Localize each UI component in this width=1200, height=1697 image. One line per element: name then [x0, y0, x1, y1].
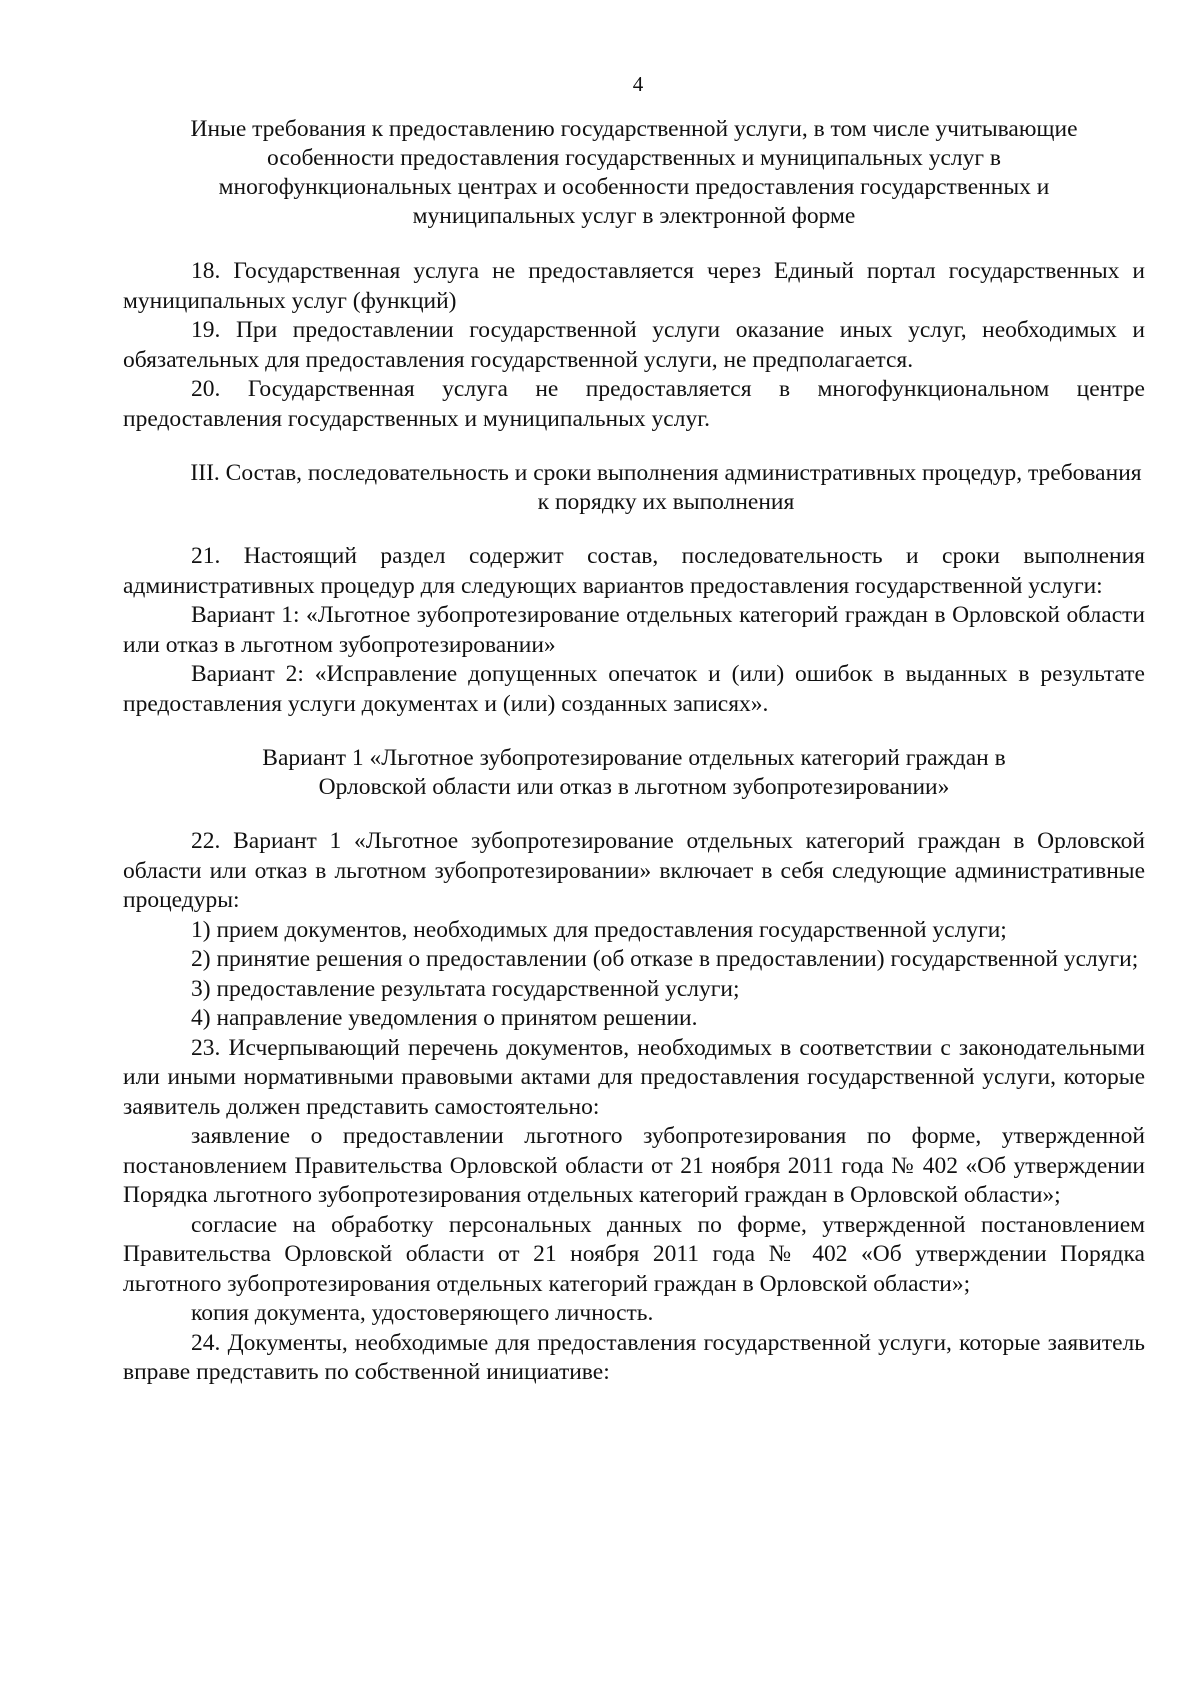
heading-variant-1: Вариант 1 «Льготное зубопротезирование отдельных категорий граждан в Орловской области или отказ в льготном зубопротезировании» — [262, 745, 1006, 800]
required-document-item: копия документа, удостоверяющего личность. — [191, 1300, 654, 1326]
paragraph-19: 19. При предоставлении государственной услуги оказание иных услуг, необходимых и обязательных для предоставления государственной услуги, не предполагается. — [123, 317, 1145, 373]
procedure-item: 2) принятие решения о предоставлении (об отказе в предоставлении) государственной услуги; — [191, 946, 1139, 972]
required-document-item: согласие на обработку персональных данных по форме, утвержденной постановлением Правительства Орловской области от 21 ноября 2011 года № 402 «Об утверждении Порядка льготного зубопротезирования отдельных категорий граждан в Орловской области»; — [123, 1211, 1145, 1297]
procedure-item: 4) направление уведомления о принятом решении. — [191, 1005, 698, 1031]
variant-2-item: Вариант 2: «Исправление допущенных опечаток и (или) ошибок в выданных в результате предоставления услуги документах и (или) созданных записях». — [123, 661, 1145, 717]
paragraph-22: 22. Вариант 1 «Льготное зубопротезирование отдельных категорий граждан в Орловской области или отказ в льготном зубопротезировании» включает в себя следующие административные процедуры: — [123, 828, 1145, 913]
heading-other-requirements: Иные требования к предоставлению государственной услуги, в том числе учитывающие особенности предоставления государственных и муниципальных услуг в многофункциональных центрах и особенности предоставления государственных и муниципальных услуг в электронной форме — [190, 116, 1078, 229]
variant-1-item: Вариант 1: «Льготное зубопротезирование отдельных категорий граждан в Орловской области или отказ в льготном зубопротезировании» — [123, 602, 1145, 658]
page-number: 4 — [632, 72, 644, 96]
paragraph-24: 24. Документы, необходимые для предоставления государственной услуги, которые заявитель вправе представить по собственной инициативе: — [123, 1329, 1145, 1385]
paragraph-21: 21. Настоящий раздел содержит состав, последовательность и сроки выполнения административных процедур для следующих вариантов предоставления государственной услуги: — [123, 543, 1145, 599]
required-document-item: заявление о предоставлении льготного зубопротезирования по форме, утвержденной постановлением Правительства Орловской области от 21 ноября 2011 года № 402 «Об утверждении Порядка льготного зубопротезирования отдельных категорий граждан в Орловской области»; — [123, 1123, 1145, 1208]
heading-section-3: III. Состав, последовательность и сроки выполнения административных процедур, требования к порядку их выполнения — [190, 460, 1142, 515]
paragraph-23: 23. Исчерпывающий перечень документов, необходимых в соответствии с законодательными или иными нормативными правовыми актами для предоставления государственной услуги, которые заявитель должен представить самостоятельно: — [123, 1034, 1145, 1120]
procedure-item: 3) предоставление результата государственной услуги; — [191, 975, 740, 1002]
paragraph-20: 20. Государственная услуга не предоставляется в многофункциональном центре предоставления государственных и муниципальных услуг. — [123, 376, 1145, 432]
paragraph-18: 18. Государственная услуга не предоставляется через Единый портал государственных и муниципальных услуг (функций) — [123, 258, 1145, 314]
procedure-item: 1) прием документов, необходимых для предоставления государственной услуги; — [191, 916, 1007, 943]
document-body — [123, 72, 1145, 1388]
